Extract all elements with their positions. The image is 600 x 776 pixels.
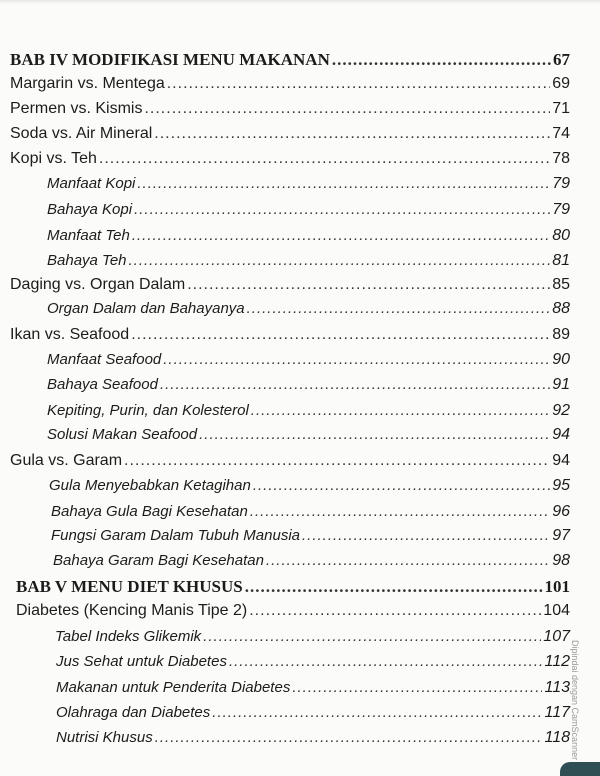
toc-page-number: 118 [544, 729, 570, 746]
toc-page-number: 79 [552, 201, 570, 218]
toc-page-number: 81 [552, 252, 570, 269]
dot-leader [245, 577, 543, 597]
dot-leader [154, 125, 550, 143]
dot-leader [160, 376, 550, 393]
toc-title: Manfaat Kopi [47, 175, 136, 192]
toc-title: Bahaya Garam Bagi Kesehatan [53, 552, 264, 569]
toc-subentry [47, 227, 570, 245]
dot-leader [144, 100, 550, 118]
toc-page-number: 94 [552, 452, 570, 469]
dot-leader [229, 653, 543, 670]
toc-subentry [47, 402, 570, 420]
toc-subentry [56, 679, 570, 697]
toc-title: Diabetes (Kencing Manis Tipe 2) [16, 602, 248, 619]
toc-subentry [53, 552, 570, 570]
toc-page-number: 90 [552, 351, 570, 368]
toc-subentry [47, 201, 570, 219]
toc-page-number: 74 [552, 125, 570, 142]
toc-page-number: 104 [543, 602, 570, 619]
toc-page-number: 107 [543, 628, 570, 645]
toc-page-number: 112 [544, 653, 570, 670]
toc-subentry [47, 426, 570, 444]
dot-leader [129, 252, 551, 269]
toc-title: Ikan vs. Seafood [10, 326, 130, 343]
toc-entry [10, 75, 570, 93]
toc-title: Gula Menyebabkan Ketagihan [49, 477, 251, 494]
dot-leader [99, 150, 550, 168]
toc-subentry [47, 175, 570, 193]
dot-leader [134, 201, 550, 218]
toc-title: Kepiting, Purin, dan Kolesterol [47, 402, 249, 419]
toc-subentry [47, 351, 570, 369]
dot-leader [251, 402, 550, 419]
toc-title: Olahraga dan Diabetes [56, 704, 211, 721]
toc-subentry [51, 527, 570, 545]
dot-leader [332, 50, 551, 70]
page-top-edge [0, 0, 600, 4]
toc-entry [10, 100, 570, 118]
toc-page-number: 85 [552, 276, 570, 293]
toc-title: Manfaat Seafood [47, 351, 162, 368]
toc-title: Jus Sehat untuk Diabetes [56, 653, 227, 670]
toc-title: BAB IV MODIFIKASI MENU MAKANAN [10, 50, 330, 69]
toc-title: Bahaya Gula Bagi Kesehatan [51, 503, 248, 520]
toc-title: Gula vs. Garam [10, 452, 123, 469]
toc-page-number: 101 [544, 577, 570, 596]
toc-title: Bahaya Seafood [47, 376, 158, 393]
toc-page-number: 113 [544, 679, 570, 696]
dot-leader [131, 326, 550, 344]
toc-page-number: 95 [552, 477, 570, 494]
dot-leader [137, 175, 550, 192]
toc-entry [10, 326, 570, 344]
toc-page-number: 96 [552, 503, 570, 520]
toc-title: Tabel Indeks Glikemik [55, 628, 202, 645]
dot-leader [124, 452, 550, 470]
toc-title: Soda vs. Air Mineral [10, 125, 153, 142]
toc-page-number: 69 [552, 75, 570, 92]
dot-leader [167, 75, 550, 93]
toc-page-number: 94 [552, 426, 570, 443]
toc-title: Daging vs. Organ Dalam [10, 276, 186, 293]
dot-leader [155, 729, 543, 746]
toc-subentry [47, 252, 570, 270]
dot-leader [266, 552, 550, 569]
toc-title: Bahaya Kopi [47, 201, 133, 218]
dot-leader [253, 477, 550, 494]
dot-leader [292, 679, 542, 696]
toc-page-number: 67 [553, 50, 570, 69]
toc-entry [10, 150, 570, 168]
dot-leader [247, 300, 551, 317]
toc-page-number: 98 [552, 552, 570, 569]
toc-page-number: 88 [552, 300, 570, 317]
toc-subentry [47, 376, 570, 394]
toc-subentry [49, 477, 570, 495]
toc-page-number: 91 [552, 376, 570, 393]
toc-title: Manfaat Teh [47, 227, 130, 244]
toc-title: Permen vs. Kismis [10, 100, 143, 117]
toc-title: Margarin vs. Mentega [10, 75, 165, 92]
toc-entry [10, 452, 570, 470]
dot-leader [132, 227, 550, 244]
dot-leader [249, 602, 541, 620]
toc-page-number: 89 [552, 326, 570, 343]
toc-page-number: 71 [552, 100, 570, 117]
toc-page-number: 92 [552, 402, 570, 419]
dot-leader [187, 276, 550, 294]
toc-subentry [47, 300, 570, 318]
toc-title: Organ Dalam dan Bahayanya [47, 300, 245, 317]
toc-subentry [51, 503, 570, 521]
toc-page-number: 97 [552, 527, 570, 544]
toc-title: BAB V MENU DIET KHUSUS [16, 577, 243, 596]
toc-subentry [55, 628, 570, 646]
toc-title: Solusi Makan Seafood [47, 426, 198, 443]
toc-subentry [56, 653, 570, 671]
dot-leader [199, 426, 550, 443]
toc-entry [10, 276, 570, 294]
toc-page-number: 79 [552, 175, 570, 192]
toc-title: Kopi vs. Teh [10, 150, 97, 167]
toc-page-number: 117 [544, 704, 570, 721]
scanner-watermark: Dipindai dengan CamScanner [570, 640, 580, 761]
toc-title: Nutrisi Khusus [56, 729, 153, 746]
page-corner-decoration [560, 762, 600, 776]
toc-title: Fungsi Garam Dalam Tubuh Manusia [51, 527, 300, 544]
toc-page-number: 78 [552, 150, 570, 167]
toc-chapter-bab-iv [10, 50, 570, 70]
dot-leader [212, 704, 542, 721]
toc-title: Makanan untuk Penderita Diabetes [56, 679, 291, 696]
toc-entry [10, 125, 570, 143]
toc-entry [16, 602, 570, 620]
toc-chapter-bab-v [16, 577, 570, 597]
toc-page-number: 80 [552, 227, 570, 244]
dot-leader [250, 503, 550, 520]
toc-subentry [56, 729, 570, 747]
dot-leader [203, 628, 541, 645]
toc-subentry [56, 704, 570, 722]
dot-leader [302, 527, 550, 544]
toc-title: Bahaya Teh [47, 252, 127, 269]
dot-leader [163, 351, 550, 368]
